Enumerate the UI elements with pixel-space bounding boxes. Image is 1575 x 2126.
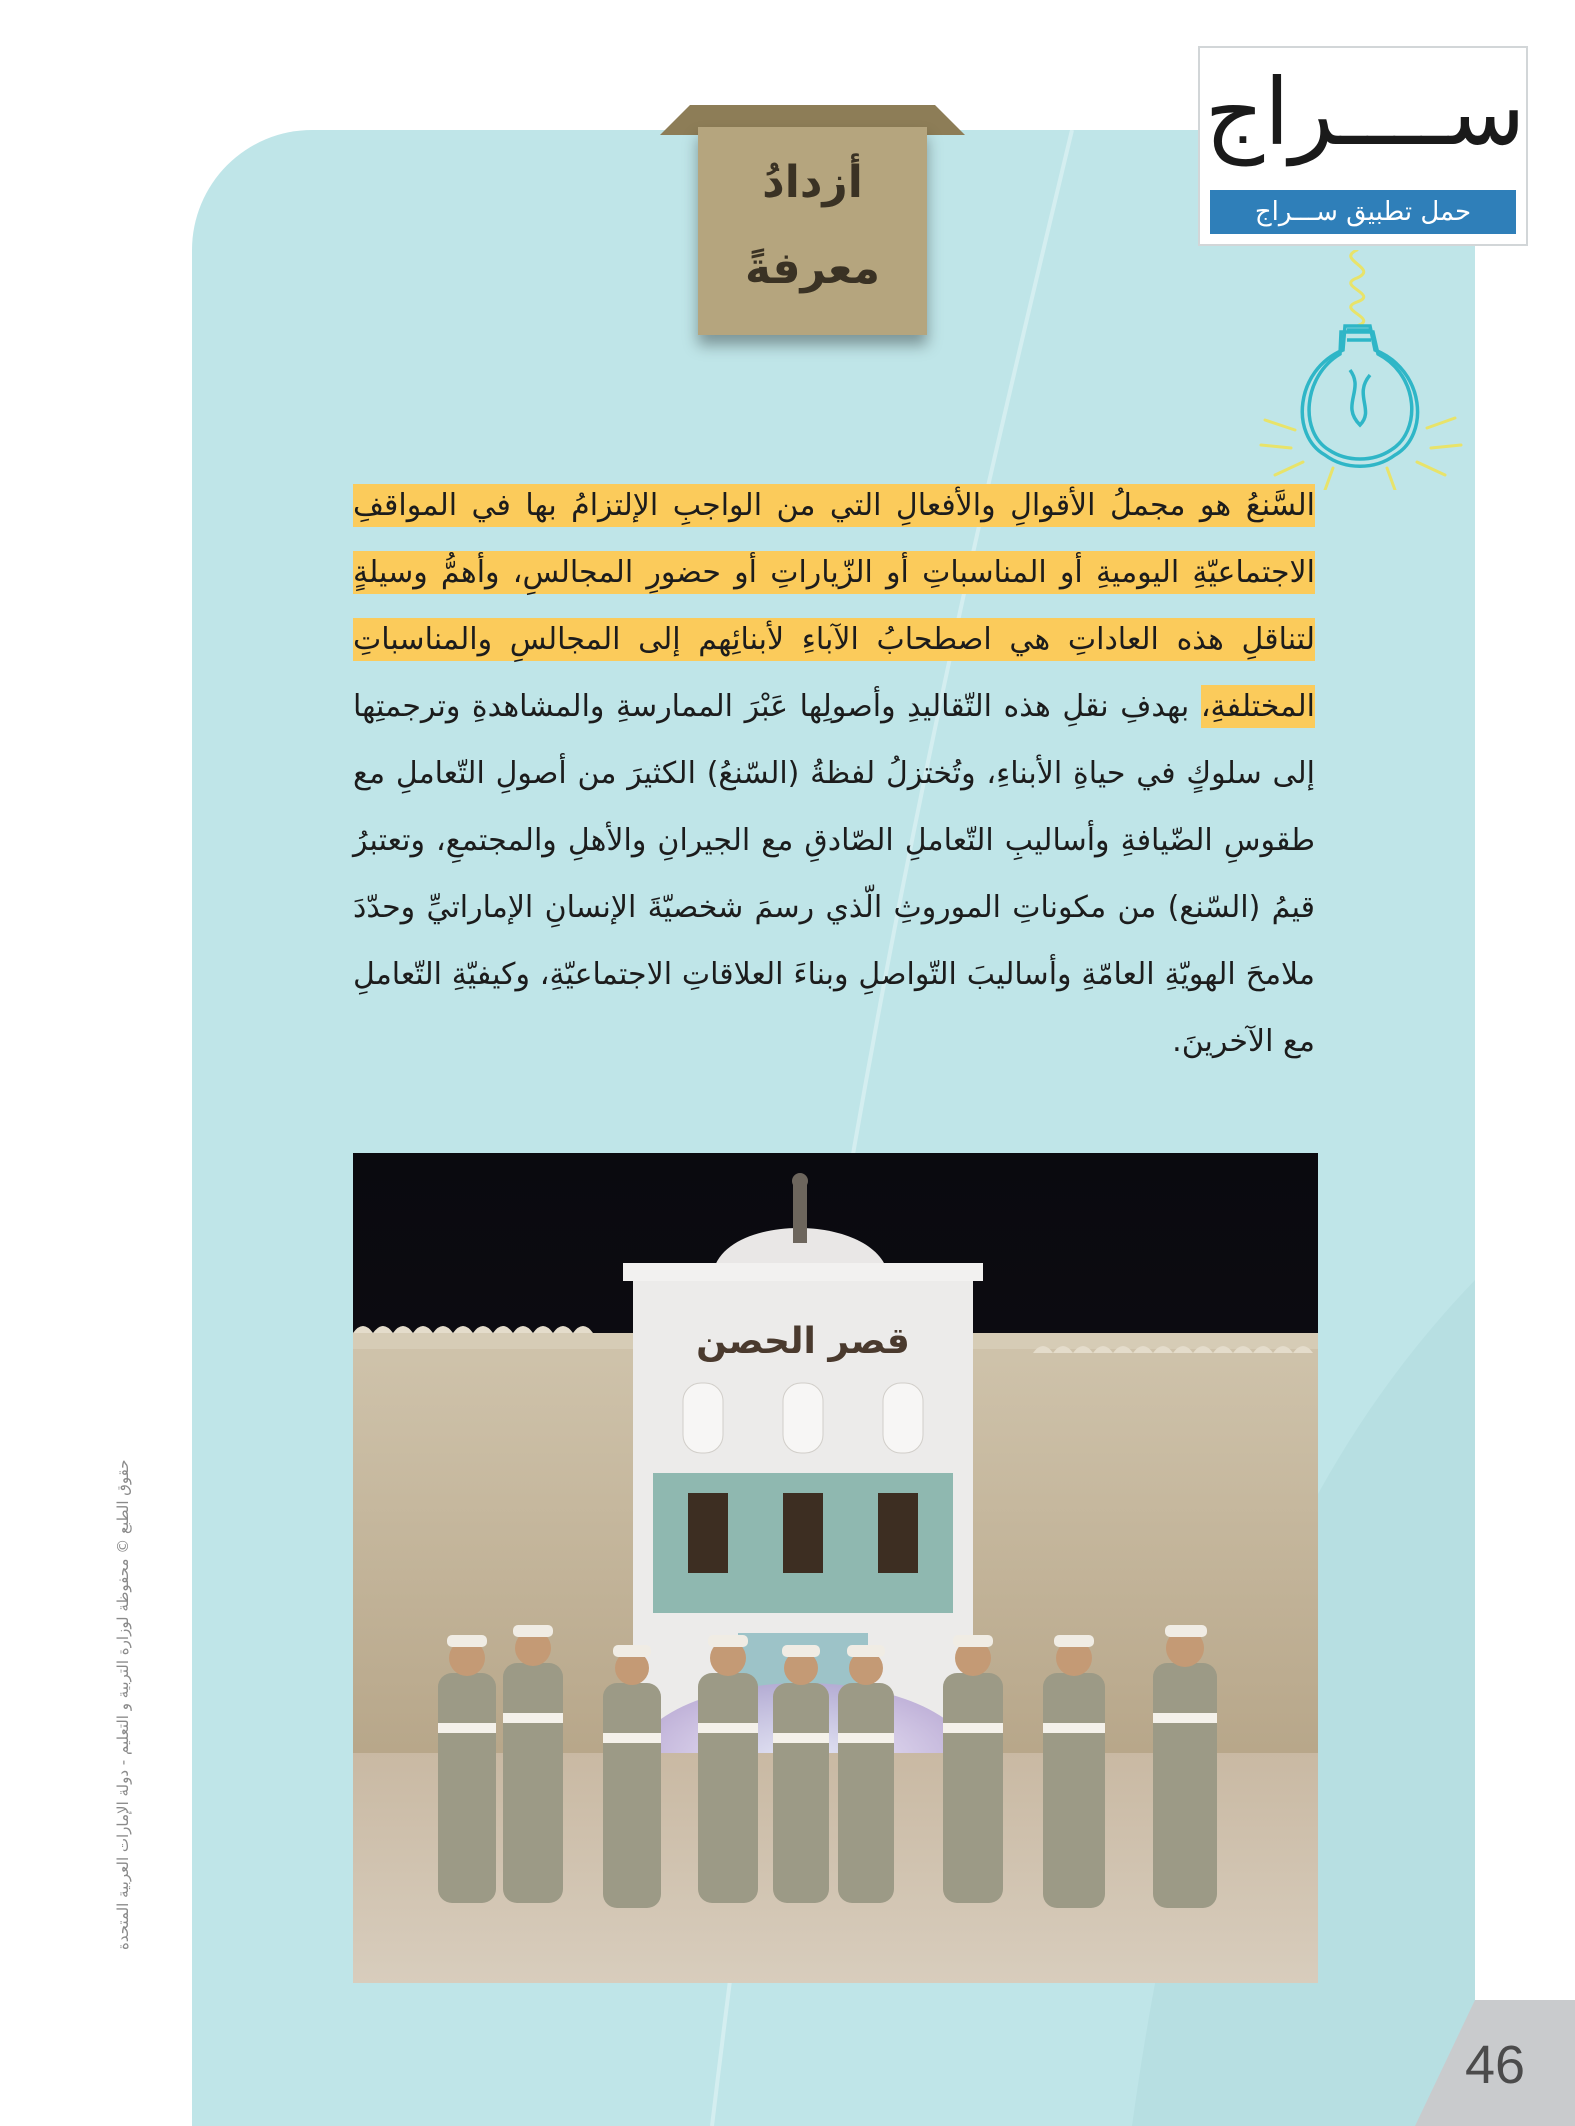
page-number: 46 (1464, 2035, 1526, 2095)
qasr-al-hosn-photo (353, 1153, 1318, 1983)
siraj-app-badge[interactable] (1198, 46, 1528, 246)
section-title-line-1: أزدادُ (762, 157, 863, 208)
photo-sign-text: قصر الحصن (696, 1321, 910, 1362)
section-title-line-2: معرفةً (745, 243, 880, 294)
highlighted-text: السَّنعُ هو مجملُ الأقوالِ والأفعالِ التي من الواجبِ الإلتزامُ بها في المواقفِ الاجتماعيّةِ اليوميةِ أو المناسباتِ أو الزّياراتِ أو حضورِ المجالسِ، وأهمُّ وسيلةٍ لتناقلِ هذه العاداتِ هي اصطحابُ الآباءِ لأبنائِهم إلى المجالسِ والمناسباتِ المختلفةِ، (353, 484, 1315, 728)
siraj-download-caption: حمل تطبيق ســـراج (1210, 190, 1516, 234)
copyright-notice: حقوق الطبع © محفوظة لوزارة التربية و التعليم - دولة الإمارات العربية المتحدة (114, 1459, 132, 1950)
siraj-logo-word: ســــراج (1204, 59, 1526, 166)
paragraph-text: بهدفِ نقلِ هذه التّقاليدِ وأصولِها عَبْرَ الممارسةِ والمشاهدةِ وترجمتِها إلى سلوكٍ في حياةِ الأبناءِ، وتُختزلُ لفظةُ (السّنعُ) الكثيرَ من أصولِ التّعاملِ مع طقوسِ الضّيافةِ وأساليبِ التّعاملِ الصّادقِ مع الجيرانِ والأهلِ والمجتمعِ، وتعتبرُ قيمُ (السّنع) من مكوناتِ الموروثِ الّذي رسمَ شخصيّةَ الإنسانِ الإماراتيِّ وحدّدَ ملامحَ الهويّةِ العامّةِ وأساليبَ التّواصلِ وبناءَ العلاقاتِ الاجتماعيّةِ، وكيفيّةِ التّعاملِ مع الآخرينَ. (353, 689, 1315, 1059)
body-paragraph (353, 472, 1315, 1075)
light-bulb-icon (1255, 250, 1465, 490)
photo-illustration (353, 1153, 1318, 1983)
section-title (698, 140, 927, 312)
